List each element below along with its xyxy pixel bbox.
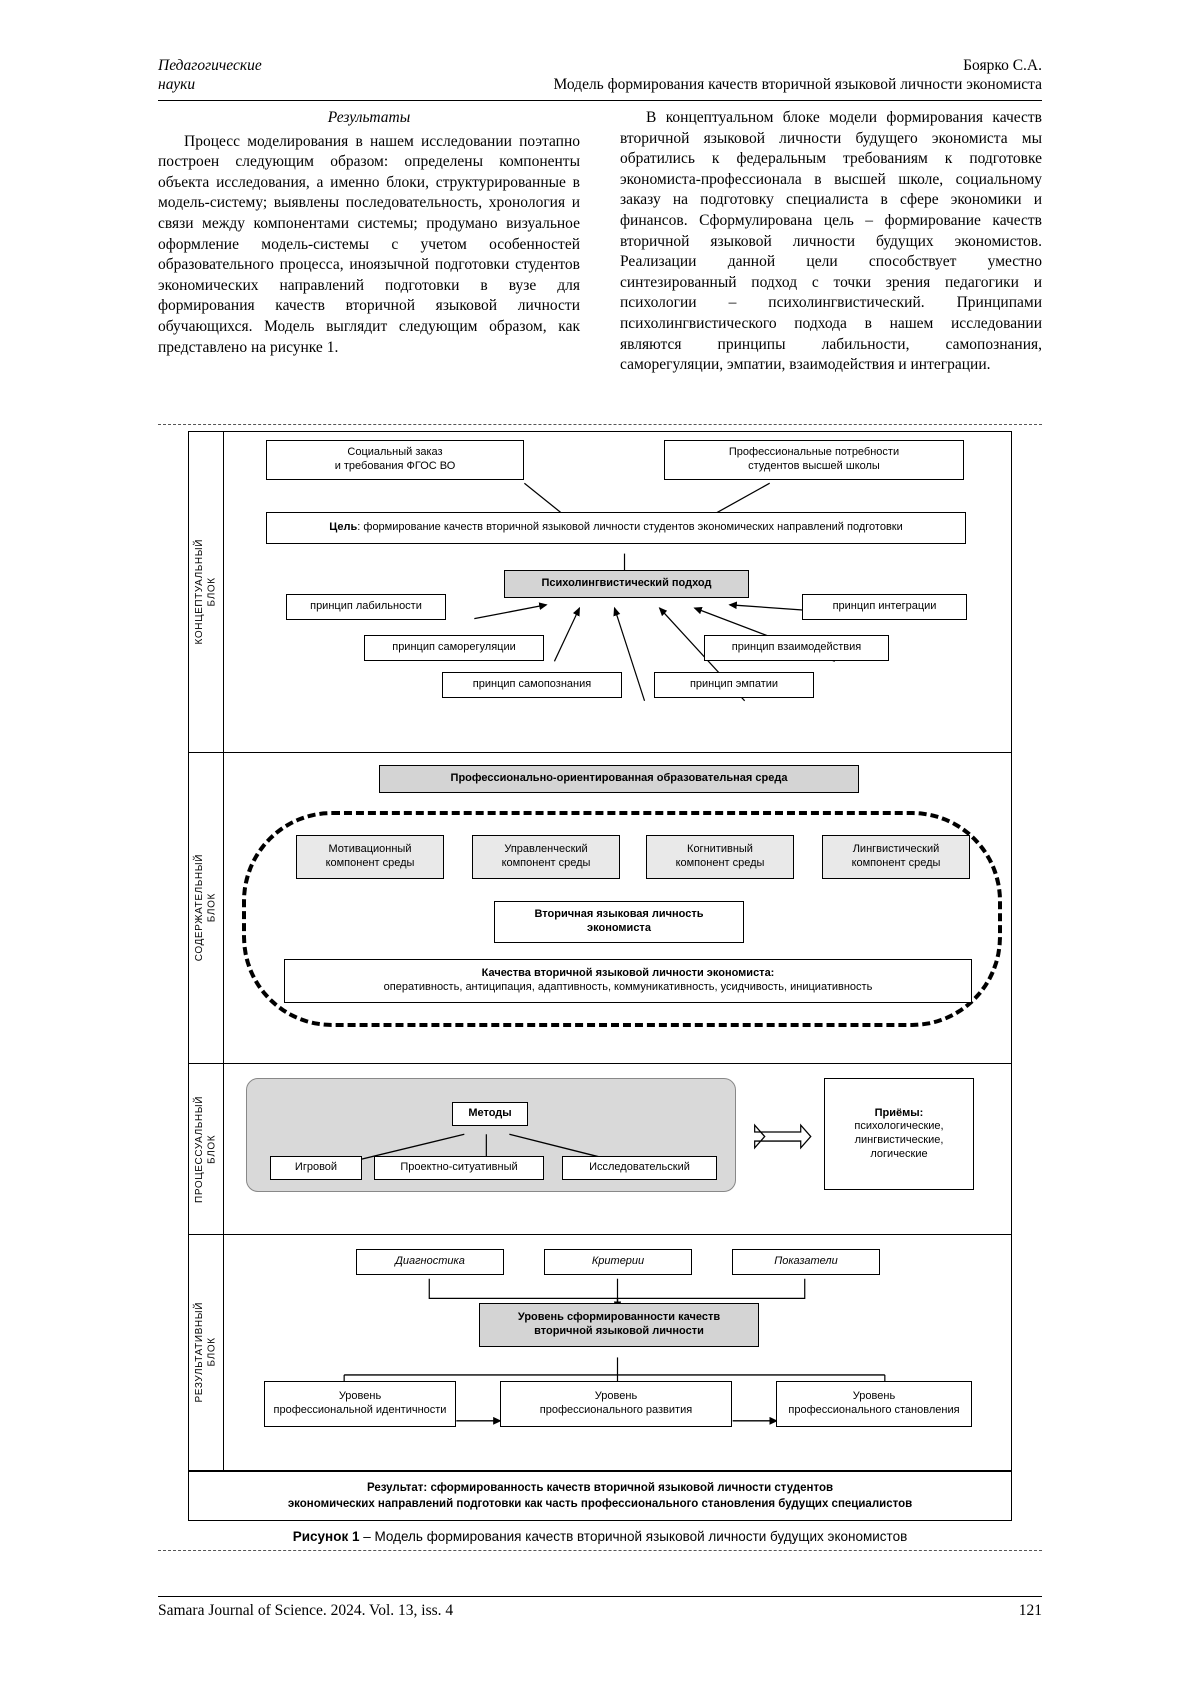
node-qualities — [284, 959, 972, 1003]
node-component-managerial-text: Управленческий компонент среды — [501, 843, 591, 869]
node-component-linguistic-text: Лингвистический компонент среды — [851, 843, 941, 869]
node-component-motivational-text: Мотивационный компонент среды — [325, 843, 415, 869]
node-method-project-situational-text: Проектно-ситуативный — [400, 1161, 518, 1174]
diagram-block-result — [189, 1235, 1011, 1471]
diagram-block-result-body — [224, 1235, 1011, 1470]
running-head — [158, 56, 1042, 95]
node-principle-selfknowledge-text: принцип самопознания — [472, 678, 592, 691]
diagram-block-conceptual — [189, 432, 1011, 753]
figure-bottom-divider — [158, 1550, 1042, 1551]
node-principle-empathy — [654, 672, 814, 698]
block-label-result — [189, 1235, 224, 1470]
block-label-conceptual — [189, 432, 224, 752]
header-rule — [158, 100, 1042, 101]
paragraph-results: Процесс моделирования в нашем исследовании поэтапно построен следующим образом: определены компоненты объекта исследования, а именно блоки, структурированные в модель-систему; выявлены последовательность, хронология и связи между компонентами системы; продумано визуальное оформление модель-системы с учетом особенностей образовательного процесса, иноязычной подготовки студентов экономических направлений подготовки в вузе для формирования качеств вторичной языковой личности обучающихся. Модель выглядит следующим образом, как представлено на рисунке 1. — [158, 132, 580, 356]
block-label-result-text: РЕЗУЛЬТАТИВНЫЙ БЛОК — [193, 1302, 217, 1403]
node-method-game-text: Игровой — [294, 1161, 338, 1174]
node-social-order — [266, 440, 524, 480]
result-strip-text: : сформированность качеств вторичной языковой личности студентов — [423, 1482, 834, 1494]
node-method-research-text: Исследовательский — [589, 1161, 690, 1174]
figure-caption — [158, 1529, 1042, 1544]
result-strip-line2: экономических направлений подготовки как часть профессионального становления будущих специалистов — [287, 1498, 913, 1511]
figure-caption-text: – Модель формирования качеств вторичной языковой личности будущих экономистов — [359, 1529, 908, 1545]
body-columns — [158, 108, 1042, 408]
node-level-professional-identity — [264, 1381, 456, 1427]
node-goal-text: : формирование качеств вторичной языковой личности студентов экономических направлений подготовки — [357, 521, 903, 534]
diagram-block-content-body — [224, 753, 1011, 1063]
node-professional-needs-text: Профессиональные потребности студентов высшей школы — [728, 446, 900, 472]
node-criteria — [544, 1249, 692, 1275]
block-label-content-text: СОДЕРЖАТЕЛЬНЫЙ БЛОК — [193, 854, 217, 962]
node-principle-integration-text: принцип интеграции — [832, 600, 937, 613]
figure-caption-label: Рисунок 1 — [292, 1529, 360, 1545]
running-head-left — [158, 56, 358, 95]
footer-rule — [158, 1596, 1042, 1597]
node-psycholinguistic-approach — [504, 570, 749, 598]
node-goal — [266, 512, 966, 544]
node-principle-empathy-text: принцип эмпатии — [689, 678, 779, 691]
footer-page-number: 121 — [1018, 1602, 1042, 1619]
node-indicators — [732, 1249, 880, 1275]
figure-top-divider — [158, 424, 1042, 425]
result-strip-prefix: Результат — [366, 1482, 424, 1494]
diagram-result-strip — [189, 1471, 1011, 1520]
node-principle-selfknowledge — [442, 672, 622, 698]
paragraph-conceptual-block: В концептуальном блоке модели формирования качеств вторичной языковой личности будущего экономиста мы обратились к федеральным требованиям к подготовке экономиста-профессионала в высшей школе, социальному заказу на подготовку специалиста в сфере экономики и финансов. Сформулирована цель – формирование качеств вторичной языковой личности будущих экономистов. Реализации данной цели способствует уместно синтезированный подход с точки зрения педагогики и психологии – психолингвистический. Принципами психолингвистического подхода в нашем исследовании являются принципы лабильности, самопознания, саморегуляции, эмпатии, взаимодействия и интеграции. — [620, 109, 1042, 374]
figure-1 — [158, 424, 1042, 1551]
footer-journal: Samara Journal of Science. 2024. Vol. 13, iss. 4 — [158, 1602, 454, 1619]
node-component-linguistic — [822, 835, 970, 879]
node-level-professional-development — [500, 1381, 732, 1427]
node-methods-text: Методы — [468, 1107, 512, 1120]
block-label-procedural — [189, 1064, 224, 1234]
node-techniques-list: психологические, лингвистические, логические — [854, 1120, 944, 1160]
node-techniques — [824, 1078, 974, 1190]
node-formation-level-text: Уровень сформированности качеств вторичной языковой личности — [517, 1311, 721, 1337]
node-level-professional-development-text: Уровень профессионального развития — [539, 1390, 693, 1416]
node-method-project-situational — [374, 1156, 544, 1180]
block-label-conceptual-text: КОНЦЕПТУАЛЬНЫЙ БЛОК — [193, 539, 217, 645]
node-method-research — [562, 1156, 717, 1180]
node-principle-integration — [802, 594, 967, 620]
node-component-motivational — [296, 835, 444, 879]
node-component-cognitive — [646, 835, 794, 879]
node-professional-needs — [664, 440, 964, 480]
node-secondary-language-personality-text: Вторичная языковая личность экономиста — [534, 908, 704, 934]
section-heading-results: Результаты — [327, 109, 411, 126]
column-left — [158, 108, 580, 358]
node-principle-interaction — [704, 635, 889, 661]
node-formation-level — [479, 1303, 759, 1347]
node-criteria-text: Критерии — [591, 1255, 645, 1268]
running-head-title: Модель формирования качеств вторичной языковой личности экономиста — [553, 76, 1042, 94]
node-educational-environment-text: Профессионально-ориентированная образовательная среда — [450, 772, 788, 785]
node-indicators-text: Показатели — [774, 1255, 838, 1268]
node-level-professional-identity-text: Уровень профессиональной идентичности — [273, 1390, 447, 1416]
node-diagnostics — [356, 1249, 504, 1275]
running-head-author: Боярко С.А. — [963, 57, 1042, 74]
block-label-content — [189, 753, 224, 1063]
node-secondary-language-personality — [494, 901, 744, 943]
node-diagnostics-text: Диагностика — [395, 1255, 465, 1268]
node-component-cognitive-text: Когнитивный компонент среды — [675, 843, 765, 869]
node-method-game — [270, 1156, 362, 1180]
node-principle-selfregulation-text: принцип саморегуляции — [392, 641, 516, 654]
node-qualities-list: оперативность, антиципация, адаптивность, коммуникативность, усидчивость, инициативность — [383, 981, 873, 993]
node-component-managerial — [472, 835, 620, 879]
diagram-block-content — [189, 753, 1011, 1064]
node-level-professional-becoming — [776, 1381, 972, 1427]
node-principle-interaction-text: принцип взаимодействия — [731, 641, 862, 654]
node-level-professional-becoming-text: Уровень профессионального становления — [788, 1390, 960, 1416]
node-techniques-title: Приёмы: — [874, 1106, 924, 1119]
diagram-block-conceptual-body — [224, 432, 1011, 752]
node-principle-selfregulation — [364, 635, 544, 661]
column-right — [620, 108, 1042, 376]
diagram-model — [188, 431, 1012, 1521]
node-educational-environment — [379, 765, 859, 793]
running-head-left-line2: науки — [158, 76, 196, 94]
running-head-left-line1: Педагогические — [158, 57, 262, 74]
node-methods — [452, 1102, 528, 1126]
result-strip-line1 — [209, 1480, 991, 1496]
diagram-block-procedural-body — [224, 1064, 1011, 1234]
node-psycholinguistic-approach-text: Психолингвистический подход — [541, 577, 712, 590]
diagram-block-procedural — [189, 1064, 1011, 1235]
node-goal-prefix: Цель — [329, 521, 358, 534]
node-social-order-text: Социальный заказ и требования ФГОС ВО — [334, 446, 456, 472]
node-principle-lability — [286, 594, 446, 620]
node-principle-lability-text: принцип лабильности — [310, 600, 422, 613]
node-qualities-title: Качества вторичной языковой личности экономиста: — [481, 967, 775, 980]
block-label-procedural-text: ПРОЦЕССУАЛЬНЫЙ БЛОК — [193, 1095, 217, 1203]
footer — [158, 1602, 1042, 1620]
